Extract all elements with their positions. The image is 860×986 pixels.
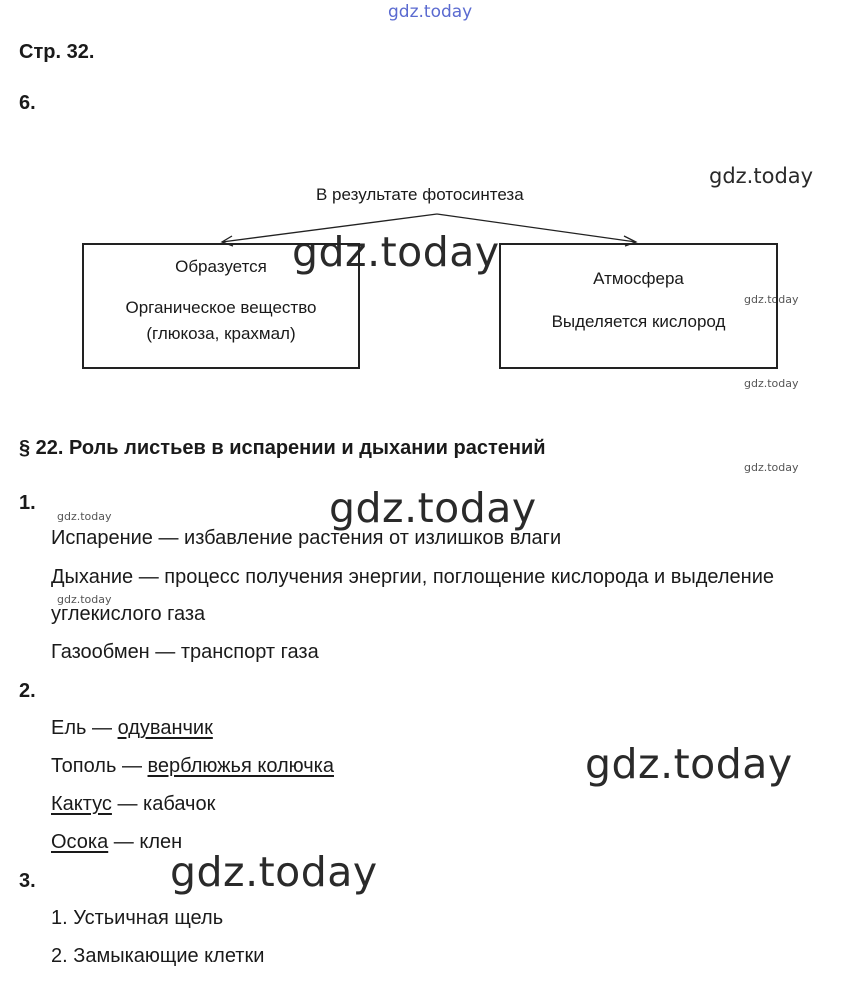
watermark: gdz.today [744, 377, 799, 390]
pair-dash: — [108, 831, 140, 853]
watermark: gdz.today [292, 228, 500, 276]
watermark: gdz.today [585, 740, 793, 788]
task-number-3: 3. [19, 870, 36, 892]
pair-right: кабачок [143, 793, 216, 815]
watermark: gdz.today [170, 848, 378, 896]
diagram-left-box [82, 243, 360, 369]
section-title: § 22. Роль листьев в испарении и дыхании растений [19, 437, 546, 459]
pair-right-underlined: верблюжья колючка [147, 755, 334, 777]
watermark: gdz.today [744, 293, 799, 306]
diagram-right-box [499, 243, 778, 369]
task-number-2: 2. [19, 680, 36, 702]
list-item: 1. Устьичная щель [51, 907, 224, 929]
pair-right-underlined: одуванчик [117, 717, 213, 739]
task1-line-1: Испарение — избавление растения от излишков влаги [51, 527, 562, 549]
left-box-line2: (глюкоза, крахмал) [146, 324, 296, 343]
pair-row [51, 755, 334, 778]
pair-dash: — [111, 793, 144, 815]
watermark: gdz.today [57, 510, 112, 523]
pair-dash: — [116, 755, 148, 777]
list-item: 2. Замыкающие клетки [51, 945, 265, 967]
watermark: gdz.today [329, 484, 537, 532]
pair-left: Тополь [51, 755, 117, 777]
pair-dash: — [86, 717, 118, 739]
right-box-title: Атмосфера [593, 269, 684, 288]
watermark: gdz.today [57, 593, 112, 606]
left-box-title: Образуется [175, 257, 267, 276]
pair-row [51, 717, 213, 740]
task-number-1: 1. [19, 492, 36, 514]
pair-row [51, 831, 182, 854]
pair-row [51, 793, 215, 816]
task1-line-2: Дыхание — процесс получения энергии, поглощение кислорода и выделение [51, 566, 774, 588]
page-heading: Стр. 32. [19, 41, 95, 63]
pair-left-underlined: Осока [51, 831, 109, 853]
watermark-top: gdz.today [388, 2, 473, 22]
left-box-line1: Органическое вещество [125, 298, 317, 317]
pair-left: Ель [51, 717, 87, 739]
watermark: gdz.today [709, 164, 814, 188]
task1-line-3: Газообмен — транспорт газа [51, 641, 319, 663]
pair-left-underlined: Кактус [51, 793, 112, 815]
task1-line-2-cont: углекислого газа [51, 603, 206, 625]
diagram-top-label: В результате фотосинтеза [316, 185, 524, 204]
right-box-line1: Выделяется кислород [551, 312, 726, 331]
watermark: gdz.today [744, 461, 799, 474]
task-number-6: 6. [19, 92, 36, 114]
pair-right: клен [139, 831, 183, 853]
